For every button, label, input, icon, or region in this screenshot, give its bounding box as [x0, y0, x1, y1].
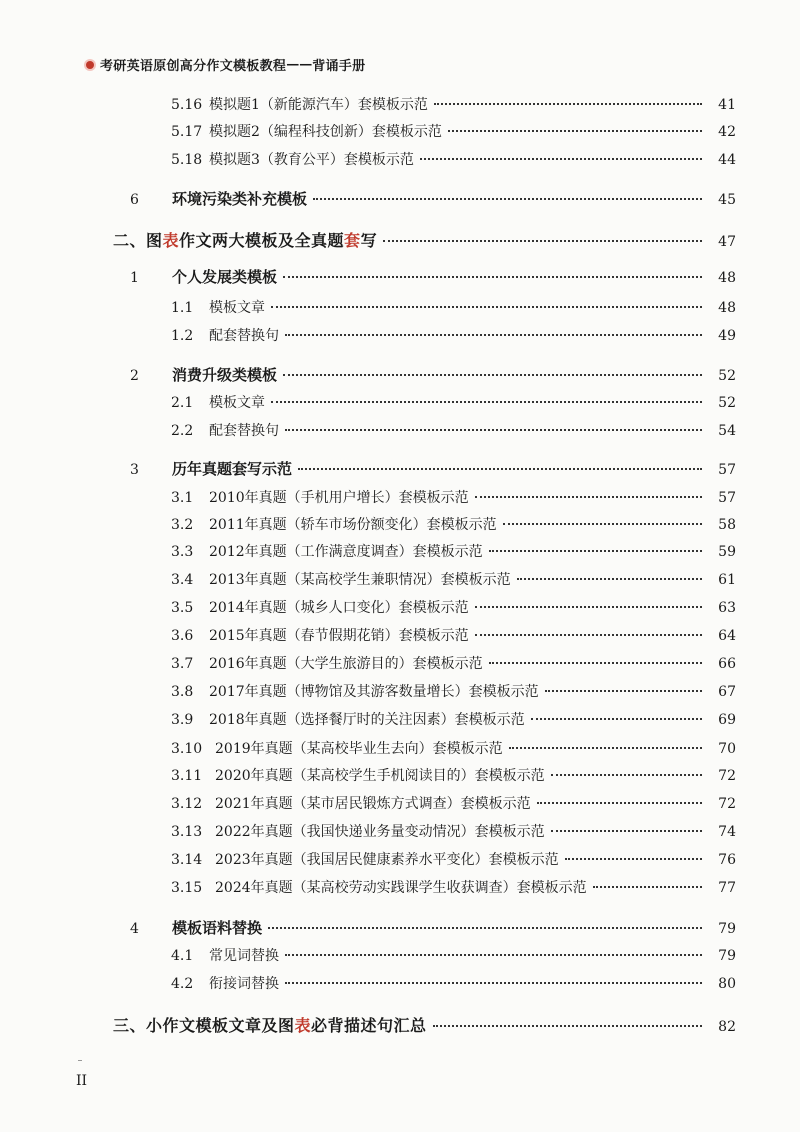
toc-number: 3.15	[171, 880, 203, 896]
toc-entry[interactable]	[0, 821, 800, 845]
dot-leader	[551, 829, 702, 832]
toc-page: 47	[718, 234, 736, 250]
footer-mark	[78, 1060, 82, 1061]
toc-page: 69	[718, 712, 736, 728]
toc-title: 模板文章	[209, 395, 265, 411]
toc-title: 模拟题3（教育公平）套模板示范	[209, 152, 414, 168]
toc-number: 4.1	[171, 948, 194, 964]
toc-number: 3.1	[171, 490, 194, 506]
toc-entry[interactable]	[0, 709, 800, 733]
toc-entry[interactable]	[0, 228, 800, 252]
dot-leader	[503, 522, 702, 525]
toc-number: 1	[130, 270, 139, 286]
toc-page: 57	[718, 462, 736, 478]
toc-page: 82	[718, 1019, 736, 1035]
dot-leader	[420, 157, 702, 160]
dot-leader	[285, 428, 702, 431]
book-title: 考研英语原创高分作文模板教程	[100, 59, 287, 74]
dot-leader	[565, 857, 702, 860]
toc-page: 72	[718, 768, 736, 784]
toc-entry[interactable]	[0, 487, 800, 511]
toc-page: 48	[718, 300, 736, 316]
toc-title: 模拟题2（编程科技创新）套模板示范	[209, 124, 442, 140]
dot-leader	[271, 400, 702, 403]
toc-number: 5.18	[171, 152, 203, 168]
toc-page: 41	[718, 97, 736, 113]
dot-leader	[545, 689, 702, 692]
toc-title: 2011年真题（轿车市场份额变化）套模板示范	[209, 517, 497, 533]
toc-number: 5.17	[171, 124, 203, 140]
toc-title: 历年真题套写示范	[172, 460, 293, 478]
toc-entry[interactable]	[0, 849, 800, 873]
toc-page: 54	[718, 423, 736, 439]
toc-page: 66	[718, 656, 736, 672]
dot-leader	[509, 746, 702, 749]
book-subtitle: 背诵手册	[312, 59, 366, 74]
toc-entry[interactable]	[0, 392, 800, 416]
dot-leader	[271, 305, 702, 308]
toc-page: 72	[718, 796, 736, 812]
toc-entry[interactable]	[0, 793, 800, 817]
toc-entry[interactable]	[0, 945, 800, 969]
dot-leader	[475, 495, 702, 498]
toc-entry[interactable]	[0, 681, 800, 705]
dot-leader	[283, 275, 702, 278]
toc-number: 4	[130, 921, 139, 937]
toc-title: 个人发展类模板	[172, 268, 278, 286]
toc-title: 2018年真题（选择餐厅时的关注因素）套模板示范	[209, 712, 525, 728]
toc-number: 4.2	[171, 976, 194, 992]
toc-number: 6	[130, 192, 139, 208]
toc-page: 45	[718, 192, 736, 208]
dot-leader	[313, 197, 702, 200]
toc-number: 3.12	[171, 796, 203, 812]
toc-entry[interactable]	[0, 738, 800, 762]
header-dash: ——	[286, 57, 313, 72]
toc-number: 3.14	[171, 852, 203, 868]
toc-number: 2.1	[171, 395, 194, 411]
toc-number: 1.2	[171, 328, 194, 344]
dot-leader	[448, 129, 702, 132]
dot-leader	[531, 717, 702, 720]
toc-page: 61	[718, 572, 736, 588]
toc-title: 2024年真题（某高校劳动实践课学生收获调查）套模板示范	[215, 880, 587, 896]
dot-leader	[489, 661, 702, 664]
toc-entry[interactable]	[0, 514, 800, 538]
toc-entry[interactable]	[0, 188, 800, 212]
toc-title: 2022年真题（我国快递业务量变动情况）套模板示范	[215, 824, 545, 840]
toc-entry[interactable]	[0, 297, 800, 321]
toc-page: 57	[718, 490, 736, 506]
toc-title: 三、小作文模板文章及图表必背描述句汇总	[113, 1016, 427, 1035]
toc-number: 3.13	[171, 824, 203, 840]
toc-entry[interactable]	[0, 1013, 800, 1037]
toc-page: 80	[718, 976, 736, 992]
dot-leader	[383, 239, 702, 242]
toc-entry[interactable]	[0, 149, 800, 173]
dot-leader	[268, 926, 702, 929]
toc-title: 配套替换句	[209, 328, 279, 344]
toc-title: 模拟题1（新能源汽车）套模板示范	[209, 97, 428, 113]
toc-entry[interactable]	[0, 653, 800, 677]
toc-title: 2012年真题（工作满意度调查）套模板示范	[209, 544, 483, 560]
toc-title: 常见词替换	[209, 948, 279, 964]
toc-page: 79	[718, 921, 736, 937]
dot-leader	[593, 885, 702, 888]
toc-page: 48	[718, 270, 736, 286]
toc-number: 2.2	[171, 423, 194, 439]
toc-entry[interactable]	[0, 364, 800, 388]
toc-page: 52	[718, 395, 736, 411]
dot-leader	[285, 981, 702, 984]
dot-leader	[434, 102, 702, 105]
toc-number: 5.16	[171, 97, 203, 113]
dot-leader	[475, 633, 702, 636]
toc-entry[interactable]	[0, 266, 800, 290]
toc-page: 42	[718, 124, 736, 140]
dot-leader	[475, 605, 702, 608]
toc-number: 3.5	[171, 600, 194, 616]
toc-title: 配套替换句	[209, 423, 279, 439]
toc-title: 2017年真题（博物馆及其游客数量增长）套模板示范	[209, 684, 539, 700]
toc-page: 63	[718, 600, 736, 616]
toc-page: 77	[718, 880, 736, 896]
toc-entry[interactable]	[0, 420, 800, 444]
dot-leader	[489, 549, 702, 552]
dot-leader	[285, 953, 702, 956]
toc-title: 模板语料替换	[172, 919, 263, 937]
toc-page: 74	[718, 824, 736, 840]
toc-page: 49	[718, 328, 736, 344]
toc-title: 模板文章	[209, 300, 265, 316]
dot-leader	[537, 801, 702, 804]
toc-entry[interactable]	[0, 569, 800, 593]
page-number: II	[76, 1073, 88, 1089]
toc-entry[interactable]	[0, 917, 800, 941]
toc-number: 3.11	[171, 768, 203, 784]
toc-entry[interactable]	[0, 973, 800, 997]
toc-number: 3.6	[171, 628, 194, 644]
toc-page: 70	[718, 741, 736, 757]
toc-number: 3.4	[171, 572, 194, 588]
toc-title: 2014年真题（城乡人口变化）套模板示范	[209, 600, 469, 616]
toc-page: 67	[718, 684, 736, 700]
toc-number: 1.1	[171, 300, 194, 316]
toc-entry[interactable]	[0, 877, 800, 901]
toc-page: 76	[718, 852, 736, 868]
toc-page: 44	[718, 152, 736, 168]
dot-leader	[433, 1024, 702, 1027]
toc-title: 2010年真题（手机用户增长）套模板示范	[209, 490, 469, 506]
toc-page: 59	[718, 544, 736, 560]
toc-title: 2016年真题（大学生旅游目的）套模板示范	[209, 656, 483, 672]
dot-leader	[285, 333, 702, 336]
toc-entry[interactable]	[0, 597, 800, 621]
dot-leader	[283, 373, 702, 376]
toc-entry[interactable]	[0, 765, 800, 789]
toc-entry[interactable]	[0, 325, 800, 349]
dot-leader	[517, 577, 702, 580]
toc-number: 3.3	[171, 544, 194, 560]
toc-title: 2023年真题（我国居民健康素养水平变化）套模板示范	[215, 852, 559, 868]
toc-number: 3.8	[171, 684, 194, 700]
toc-page: 64	[718, 628, 736, 644]
toc-title: 环境污染类补充模板	[172, 190, 308, 208]
toc-title: 消费升级类模板	[172, 366, 278, 384]
toc-number: 3.9	[171, 712, 194, 728]
toc-title: 2015年真题（春节假期花销）套模板示范	[209, 628, 469, 644]
toc-number: 3	[130, 462, 139, 478]
toc-title: 2013年真题（某高校学生兼职情况）套模板示范	[209, 572, 511, 588]
toc-page: 58	[718, 517, 736, 533]
toc-number: 3.10	[171, 741, 203, 757]
toc-title: 衔接词替换	[209, 976, 279, 992]
toc-title: 2020年真题（某高校学生手机阅读目的）套模板示范	[215, 768, 545, 784]
dot-leader	[551, 773, 702, 776]
toc-page: 79	[718, 948, 736, 964]
toc-entry[interactable]	[0, 541, 800, 565]
toc-entry[interactable]	[0, 94, 800, 118]
dot-leader	[298, 467, 702, 470]
toc-title: 2019年真题（某高校毕业生去向）套模板示范	[215, 741, 503, 757]
toc-entry[interactable]	[0, 121, 800, 145]
toc-number: 3.2	[171, 517, 194, 533]
toc-entry[interactable]	[0, 625, 800, 649]
toc-number: 3.7	[171, 656, 194, 672]
toc-entry[interactable]	[0, 458, 800, 482]
toc-title: 二、图表作文两大模板及全真题套写	[113, 231, 378, 250]
toc-title: 2021年真题（某市居民锻炼方式调查）套模板示范	[215, 796, 531, 812]
toc-page: 52	[718, 368, 736, 384]
toc-number: 2	[130, 368, 139, 384]
